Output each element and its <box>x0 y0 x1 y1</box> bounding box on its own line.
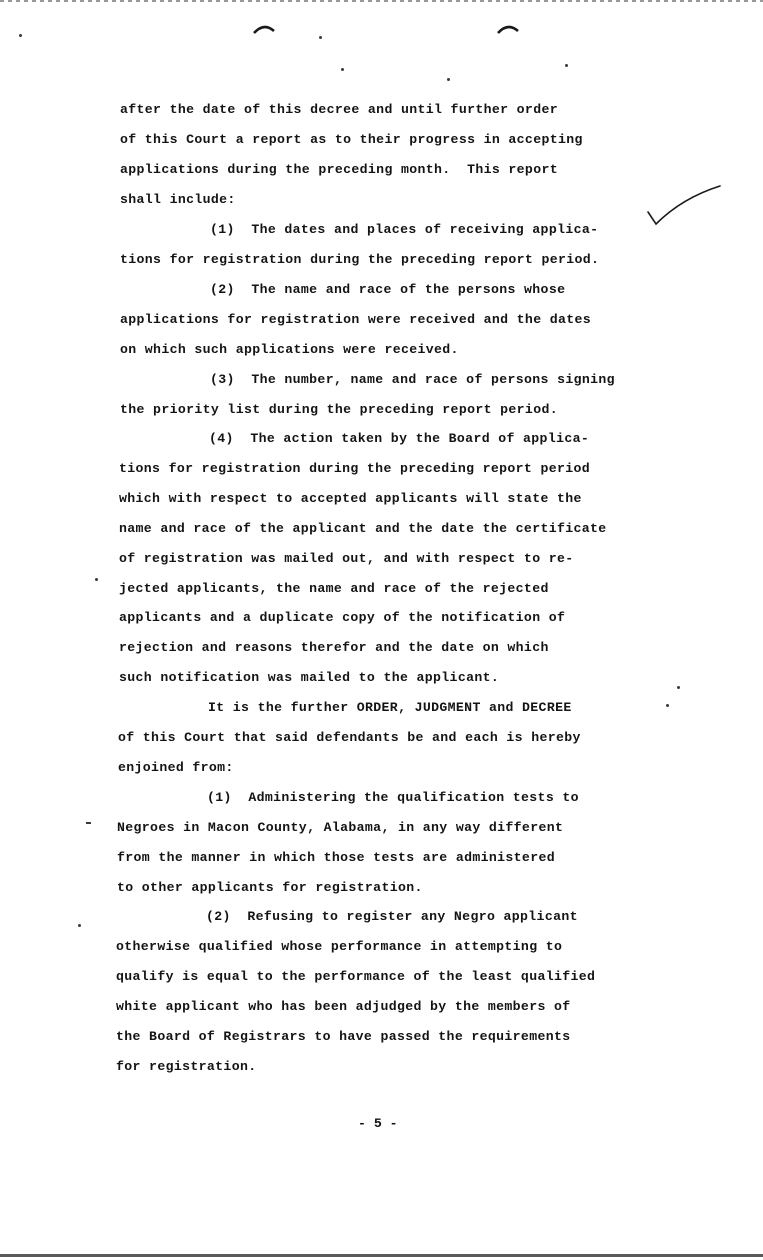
injunction-item-2-line: qualify is equal to the performance of the least qualified <box>116 969 596 984</box>
report-item-4-line: applicants and a duplicate copy of the notification of <box>119 610 566 625</box>
injunction-paragraph-line: It is the further ORDER, JUDGMENT and DECREE <box>208 700 572 715</box>
injunction-item-1-line: from the manner in which those tests are administered <box>117 850 555 865</box>
handwritten-check-mark <box>644 184 722 228</box>
injunction-item-2-line: otherwise qualified whose performance in attempting to <box>116 939 563 954</box>
report-item-1-line: tions for registration during the preceding report period. <box>120 252 600 267</box>
injunction-item-1-line: (1) Administering the qualification tests to <box>207 790 579 805</box>
report-item-4-line: jected applicants, the name and race of the rejected <box>119 581 549 596</box>
punch-hole-mark <box>497 24 519 34</box>
scan-speck <box>447 78 450 81</box>
injunction-item-2-line: the Board of Registrars to have passed the requirements <box>116 1029 571 1044</box>
injunction-item-1-line: to other applicants for registration. <box>117 880 423 895</box>
page-number: - 5 - <box>358 1116 398 1131</box>
scan-speck <box>86 822 91 824</box>
report-item-1-line: (1) The dates and places of receiving applica- <box>210 222 599 237</box>
report-item-4-line: which with respect to accepted applicants will state the <box>119 491 582 506</box>
report-item-4-line: name and race of the applicant and the date the certificate <box>119 521 607 536</box>
bottom-edge <box>0 1254 763 1257</box>
report-item-2-line: on which such applications were received. <box>120 342 459 357</box>
report-item-3-line: the priority list during the preceding report period. <box>120 402 558 417</box>
report-item-2-line: (2) The name and race of the persons whose <box>210 282 566 297</box>
opening-paragraph-line: of this Court a report as to their progress in accepting <box>120 132 583 147</box>
report-item-4-line: tions for registration during the preceding report period <box>119 461 591 476</box>
punch-hole-mark <box>253 24 275 34</box>
injunction-paragraph-line: of this Court that said defendants be and each is hereby <box>118 730 581 745</box>
opening-paragraph-line: applications during the preceding month. This report <box>120 162 558 177</box>
report-item-4-line: (4) The action taken by the Board of applica- <box>209 431 590 446</box>
report-item-2-line: applications for registration were received and the dates <box>120 312 592 327</box>
opening-paragraph-line: shall include: <box>120 192 236 207</box>
report-item-3-line: (3) The number, name and race of persons signing <box>210 372 615 387</box>
scan-speck <box>78 924 81 927</box>
top-edge-perforation <box>0 0 763 2</box>
scan-speck <box>19 34 22 37</box>
scan-speck <box>666 704 669 707</box>
report-item-4-line: of registration was mailed out, and with respect to re- <box>119 551 574 566</box>
report-item-4-line: such notification was mailed to the applicant. <box>119 670 500 685</box>
scan-speck <box>319 36 322 39</box>
injunction-item-2-line: white applicant who has been adjudged by the members of <box>116 999 571 1014</box>
scan-speck <box>95 578 98 581</box>
report-item-4-line: rejection and reasons therefor and the date on which <box>119 640 549 655</box>
scan-speck <box>565 64 568 67</box>
injunction-item-2-line: for registration. <box>116 1059 257 1074</box>
scan-speck <box>341 68 344 71</box>
injunction-paragraph-line: enjoined from: <box>118 760 234 775</box>
injunction-item-1-line: Negroes in Macon County, Alabama, in any way different <box>117 820 564 835</box>
injunction-item-2-line: (2) Refusing to register any Negro applicant <box>206 909 578 924</box>
opening-paragraph-line: after the date of this decree and until further order <box>120 102 558 117</box>
scan-speck <box>677 686 680 689</box>
